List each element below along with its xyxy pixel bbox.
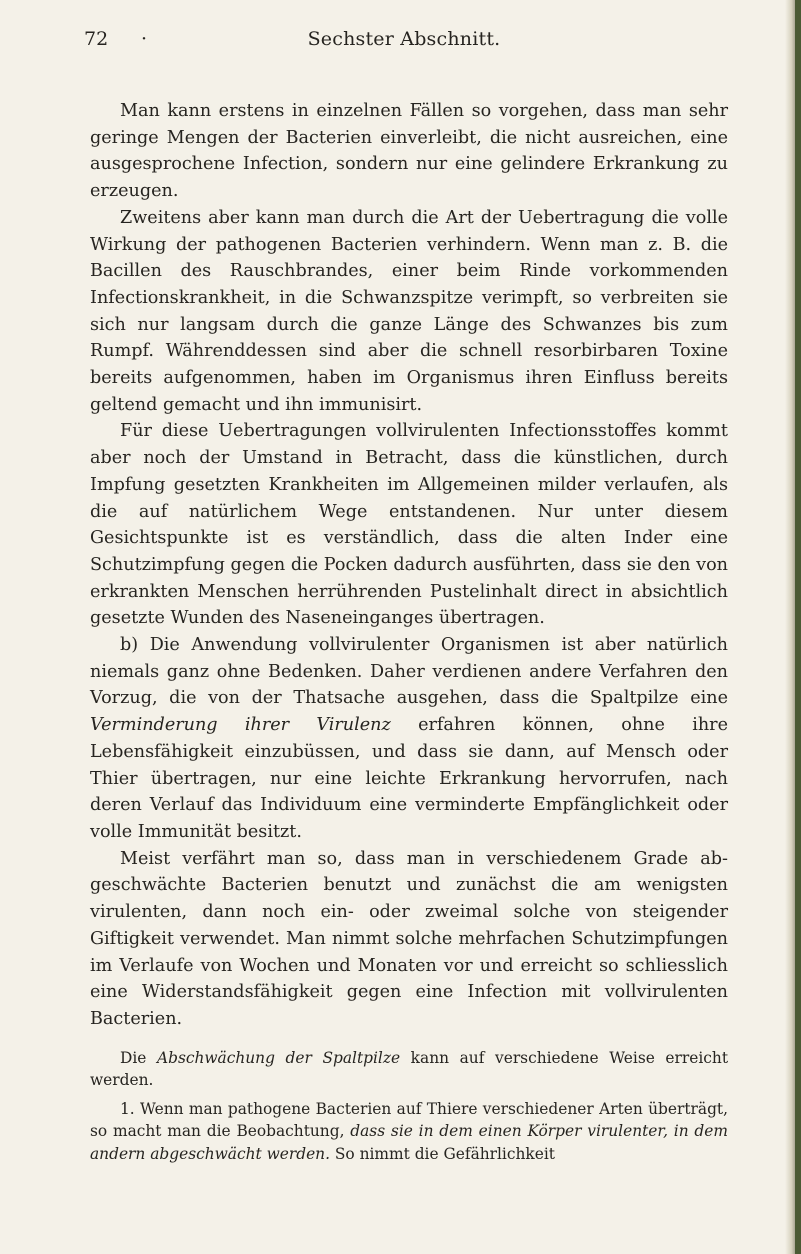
body-text xyxy=(90,98,728,1165)
small-paragraph-2-suffix: So nimmt die Gefährlichkeit xyxy=(330,1144,555,1163)
small-paragraph-1-emphasis: Abschwächung der Spaltpilze xyxy=(156,1048,401,1067)
small-paragraph-1 xyxy=(90,1047,728,1092)
paragraph-2: Zweitens aber kann man durch die Art der Uebertragung die volle Wirkung der pathogenen Bacterien verhindern. Wenn man z. B. die Bacillen des Rauschbrandes, einer beim Rinde vorkommenden Infectionskrankheit, in die Schwanzspitze verimpft, so verbreiten sie sich nur langsam durch die ganze Länge des Schwanzes bis zum Rumpf. Währenddessen sind aber die schnell resorbirbaren Toxine bereits aufgenommen, haben im Organismus ihren Einfluss bereits geltend gemacht und ihn immunisirt. xyxy=(90,207,728,415)
paragraph-4 xyxy=(90,632,728,846)
small-paragraph-1-prefix: Die xyxy=(120,1048,157,1067)
paragraph-3: Für diese Uebertragungen vollvirulenten Infectionsstoffes kommt aber noch der Umstand in Betracht, dass die künstlichen, durch Impfung gesetzten Krankheiten im Allgemeinen milder verlaufen, als die auf natürlichem Wege entstandenen. Nur unter diesem Gesichtspunkte ist es verständlich, dass die alten Inder eine Schutzimpfung gegen die Pocken dadurch ausführten, dass sie den von erkrankten Menschen herrührenden Pustelinhalt direct in absichtlich gesetzte Wunden des Naseneinganges übertragen. xyxy=(90,421,728,629)
paragraph-4-emphasis: Verminderung ihrer Virulenz xyxy=(90,715,391,736)
paragraph-4-after: erfahren können, ohne ihre Lebensfähigkeit einzubüssen, und dass sie dann, auf Mensch oder Thier übertragen, nur eine leichte Erkrankung hervorrufen, nach deren Verlauf das Individuum eine verminderte Empfänglichkeit oder volle Immunität besitzt. xyxy=(90,715,728,842)
binding-edge xyxy=(795,0,801,1254)
small-paragraph-2 xyxy=(90,1098,728,1166)
running-title: Sechster Abschnitt. xyxy=(307,28,501,50)
paragraph-4-before: b) Die Anwendung vollvirulenter Organismen ist aber natürlich niemals ganz ohne Bedenken. Daher verdienen andere Verfahren den Vorzug, die von der Thatsache ausgehen, dass die Spaltpilze eine xyxy=(90,635,728,709)
page-number: 72 xyxy=(84,28,109,50)
header-separator: · xyxy=(141,28,148,50)
page-header xyxy=(84,28,724,56)
small-paragraph-2-emphasis: dass sie in dem einen Körper virulenter, in dem andern abgeschwächt werden. xyxy=(90,1122,728,1163)
paragraph-1: Man kann erstens in einzelnen Fällen so vorgehen, dass man sehr geringe Mengen der Bacterien einverleibt, die nicht ausreichen, eine ausgesprochene Infection, sondern nur eine gelindere Erkrankung zu erzeugen. xyxy=(90,101,728,202)
small-paragraph-2-prefix: 1. Wenn man pathogene Bacterien auf Thiere verschiedener Arten überträgt, so macht man die Beobachtung, xyxy=(90,1099,728,1141)
small-paragraph-1-suffix: kann auf verschiedene Weise erreicht werden. xyxy=(90,1048,729,1090)
paragraph-5: Meist verfährt man so, dass man in verschiedenem Grade abgeschwächte Bacterien benutzt und zunächst die am wenigsten virulenten, dann noch ein- oder zweimal solche von steigender Giftigkeit verwendet. Man nimmt solche mehrfachen Schutzimpfungen im Verlaufe von Wochen und Monaten vor und erreicht so schliesslich eine Widerstandsfähigkeit gegen eine Infection mit vollvirulenten Bacterien. xyxy=(90,848,728,1029)
